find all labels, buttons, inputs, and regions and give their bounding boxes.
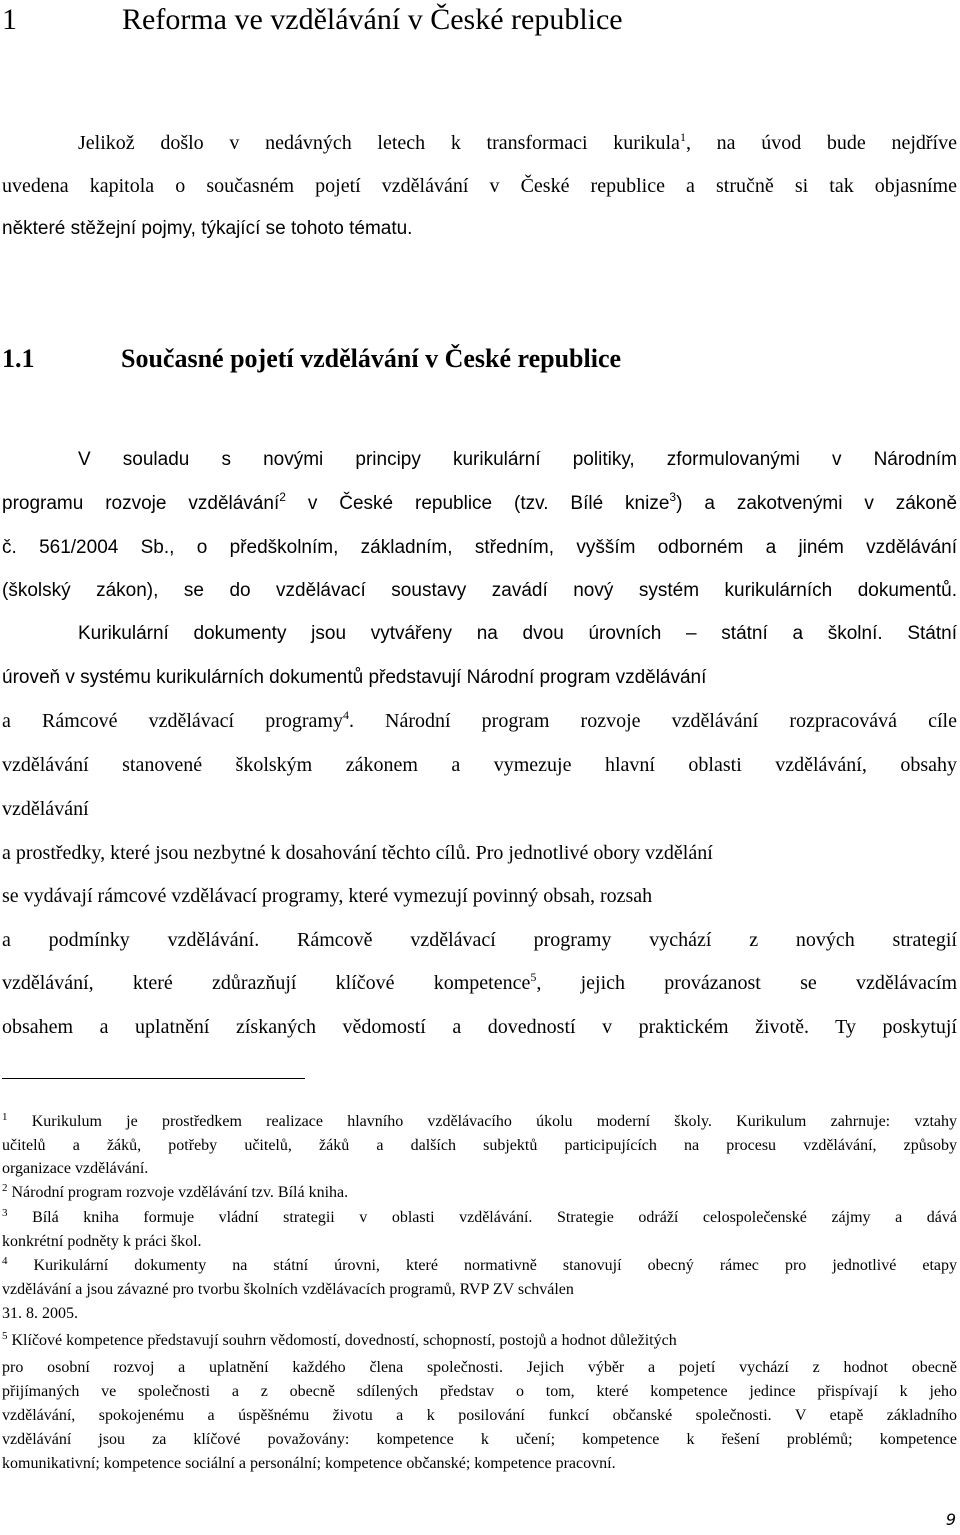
body-line-8: vzdělávání stanovené školským zákonem a vymezuje hlavní oblasti vzdělávání, obsahy xyxy=(2,754,957,776)
footnote-2: $^2$ Národní program rozvoje vzdělávání tzv. Bílá kniha. xyxy=(2,1182,349,1201)
chapter-number: 1 xyxy=(2,3,17,36)
footnote-4-line-2: vzdělávání a jsou závazné pro tvorbu školních vzdělávacích programů, RVP ZV schválen xyxy=(2,1281,574,1298)
footnote-ref-5[interactable]: 5 xyxy=(530,970,537,984)
body-line-2: programu rozvoje vzdělávání$^2$ v České republice (tzv. Bílé knize$^3$) a zakotvenými v zákoně xyxy=(2,490,958,514)
chapter-title: Reforma ve vzdělávání v České republice xyxy=(122,3,623,36)
footnote-ref-4[interactable]: 4 xyxy=(342,708,349,722)
footnote-3-line-1: $^3$ Bílá kniha formuje vládní strategii v oblasti vzdělávání. Strategie odráží celospolečenské zájmy a dává xyxy=(2,1207,957,1226)
chapter-heading xyxy=(2,2,623,38)
section-number: 1.1 xyxy=(2,344,35,373)
footnote-ref-1[interactable]: 1 xyxy=(679,130,686,144)
footnote-1-line-3: organizace vzdělávání. xyxy=(2,1160,149,1177)
footnote-4-line-3: 31. 8. 2005. xyxy=(2,1305,78,1322)
body-line-5: Kurikulární dokumenty jsou vytvářeny na dvou úrovních – státní a školní. Státní xyxy=(78,623,957,644)
footnote-1-line-2: učitelů a žáků, potřeby učitelů, žáků a dalších subjektů participujících na procesu vzdělávání, způsoby xyxy=(2,1137,957,1154)
intro-line-3: některé stěžejní pojmy, týkající se tohoto tématu. xyxy=(2,218,413,239)
footnote-separator xyxy=(2,1078,305,1079)
section-heading xyxy=(2,342,621,376)
body-line-9: vzdělávání xyxy=(2,798,89,820)
intro-line-2: uvedena kapitola o současném pojetí vzdělávání v České republice a stručně si tak objasníme xyxy=(2,175,957,197)
body-line-4: (školský zákon), se do vzdělávací soustavy zavádí nový systém kurikulárních dokumentů. xyxy=(2,580,957,601)
body-line-3: č. 561/2004 Sb., o předškolním, základním, středním, vyšším odborném a jiném vzdělávání xyxy=(2,537,958,558)
body-line-11: se vydávají rámcové vzdělávací programy, které vymezují povinný obsah, rozsah xyxy=(2,885,653,907)
footnote-5-line-6: komunikativní; kompetence sociální a personální; kompetence občanské; kompetence pracovní. xyxy=(2,1455,616,1472)
footnote-ref-3[interactable]: 3 xyxy=(669,490,677,504)
intro-line-1: Jelikož došlo v nedávných letech k transformaci kurikula$^1$, na úvod bude nejdříve xyxy=(78,130,957,154)
footnote-4-line-1: $^4$ Kurikulární dokumenty na státní úrovni, které normativně stanovují obecný rámec pro jednotlivé etapy xyxy=(2,1255,957,1274)
footnote-3-line-2: konkrétní podněty k práci škol. xyxy=(2,1233,202,1250)
body-line-12: a podmínky vzdělávání. Rámcově vzdělávací programy vychází z nových strategií xyxy=(2,929,957,951)
body-line-1: V souladu s novými principy kurikulární politiky, zformulovanými v Národním xyxy=(78,449,957,470)
body-line-14: obsahem a uplatnění získaných vědomostí a dovedností v praktickém životě. Ty poskytují xyxy=(2,1016,957,1038)
body-line-6: úroveň v systému kurikulárních dokumentů představují Národní program vzdělávání xyxy=(2,667,707,688)
footnote-5-line-1: $^5$ Klíčové kompetence představují souhrn vědomostí, dovedností, schopností, postojů a hodnot důležitých xyxy=(2,1330,677,1349)
footnote-ref-2[interactable]: 2 xyxy=(279,490,286,504)
footnote-5-line-5: vzdělávání jsou za klíčové považovány: kompetence k učení; kompetence k řešení problémů; kompetence xyxy=(2,1431,957,1448)
body-line-10: a prostředky, které jsou nezbytné k dosahování těchto cílů. Pro jednotlivé obory vzdělání xyxy=(2,842,713,864)
footnote-5-line-3: přijímaných ve společnosti a z obecně sdílených představ o tom, které kompetence jedince přispívají k jeho xyxy=(2,1383,957,1400)
footnote-5-line-2: pro osobní rozvoj a uplatnění každého člena společnosti. Jejich výběr a pojetí vychází z hodnot obecně xyxy=(2,1359,958,1376)
footnote-5-line-4: vzdělávání, spokojenému a úspěšnému životu a k posilování funkcí občanské společnosti. V etapě základního xyxy=(2,1407,957,1424)
body-line-13: vzdělávání, které zdůrazňují klíčové kompetence$^5$, jejich provázanost se vzdělávacím xyxy=(2,970,957,994)
page-number: 9 xyxy=(945,1510,956,1529)
body-line-7: a Rámcové vzdělávací programy$^4$. Národní program rozvoje vzdělávání rozpracovává cíle xyxy=(2,708,957,732)
section-title: Současné pojetí vzdělávání v České republice xyxy=(121,344,622,373)
footnote-1-line-1: $^1$ Kurikulum je prostředkem realizace hlavního vzdělávacího úkolu moderní školy. Kurikulum zahrnuje: vztahy xyxy=(2,1111,958,1130)
